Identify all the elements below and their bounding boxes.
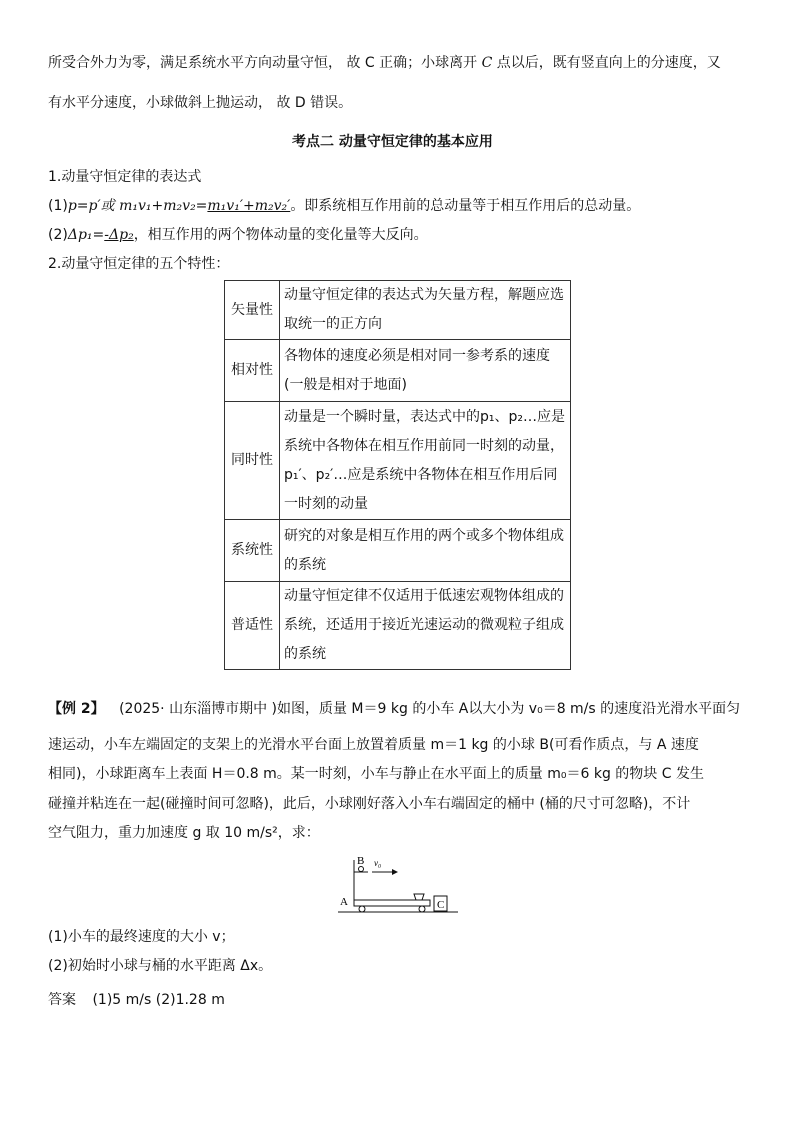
f2-blank: -Δp₂ — [104, 227, 134, 243]
table-row — [225, 402, 571, 520]
example-source: (2025· 山东淄博市期中 ) — [119, 701, 277, 717]
expr-formula-1 — [48, 195, 640, 215]
question-1: (1)小车的最终速度的大小 v； — [48, 929, 235, 945]
expr-heading: 1.动量守恒定律的表达式 — [48, 169, 202, 185]
answer-label: 答案 — [48, 992, 76, 1008]
table-row — [225, 520, 571, 582]
question-2: (2)初始时小球与桶的水平距离 Δx。 — [48, 958, 273, 974]
velocity-arrowhead — [392, 869, 398, 875]
example-line-1 — [48, 698, 740, 718]
f2-prefix: (2) — [48, 227, 68, 243]
prop-desc: 各物体的速度必须是相对同一参考系的速度(一般是相对于地面) — [280, 340, 571, 402]
prev-line-1-b: 点以后，既有竖直向上的分速度，又 — [496, 55, 721, 71]
f1-text: 。即系统相互作用前的总动量等于相互作用后的总动量。 — [290, 198, 641, 214]
cart-body — [354, 900, 430, 906]
table-row — [225, 582, 571, 670]
example-line-2: 速运动，小车左端固定的支架上的光滑水平台面上放置着质量 m＝1 kg 的小球 B(可看作质点，与 A 速度 — [48, 737, 699, 753]
example-text-1: 如图，质量 M＝9 kg 的小车 A以大小为 v₀＝8 m/s 的速度沿光滑水平面匀 — [276, 701, 741, 717]
prop-desc: 动量守恒定律的表达式为矢量方程，解题应选取统一的正方向 — [280, 281, 571, 340]
example-label: 【例 2】 — [48, 701, 105, 717]
section-title: 考点二 动量守恒定律的基本应用 — [292, 134, 493, 150]
label-b: B — [357, 855, 365, 867]
f1-prefix: (1) — [48, 198, 68, 214]
prop-desc: 动量守恒定律不仅适用于低速宏观物体组成的系统，还适用于接近光速运动的微观粒子组成的系统 — [280, 582, 571, 670]
answer-value: (1)5 m/s (2)1.28 m — [92, 992, 225, 1008]
ball-b — [359, 867, 364, 872]
prop-name: 矢量性 — [225, 281, 280, 340]
f2-formula: Δp₁= — [67, 227, 105, 243]
prop-desc: 研究的对象是相互作用的两个或多个物体组成的系统 — [280, 520, 571, 582]
wheel-right — [419, 906, 425, 912]
properties-table — [224, 280, 571, 670]
label-v0: v₀ — [374, 858, 382, 868]
answer-line — [48, 989, 225, 1009]
example-line-4: 碰撞并粘连在一起(碰撞时间可忽略)，此后，小球刚好落入小车右端固定的桶中 (桶的尺寸可忽略)，不计 — [48, 796, 691, 812]
example-line-5: 空气阻力，重力加速度 g 取 10 m/s²，求： — [48, 825, 320, 841]
prop-name: 系统性 — [225, 520, 280, 582]
table-row — [225, 281, 571, 340]
label-a: A — [340, 896, 348, 908]
prop-name: 相对性 — [225, 340, 280, 402]
f2-text: ，相互作用的两个物体动量的变化量等大反向。 — [133, 227, 428, 243]
cart-figure — [336, 852, 460, 916]
props-heading: 2.动量守恒定律的五个特性： — [48, 256, 230, 272]
f1-formula: p=p′或 m₁v₁+m₂v₂= — [67, 198, 208, 214]
prop-desc: 动量是一个瞬时量，表达式中的p₁、p₂…应是系统中各物体在相互作用前同一时刻的动量，p₁′、p₂′…应是系统中各物体在相互作用后同一时刻的动量 — [280, 402, 571, 520]
prev-line-1 — [48, 52, 721, 72]
prop-name: 普适性 — [225, 582, 280, 670]
point-c-label: C — [481, 55, 493, 71]
prev-line-2: 有水平分速度，小球做斜上抛运动， 故 D 错误。 — [48, 95, 353, 111]
bucket — [414, 894, 424, 900]
label-c: C — [437, 899, 445, 911]
expr-formula-2 — [48, 224, 428, 244]
prev-line-1-a: 所受合外力为零，满足系统水平方向动量守恒， 故 C 正确；小球离开 — [48, 55, 478, 71]
table-row — [225, 340, 571, 402]
wheel-left — [359, 906, 365, 912]
f1-blank: m₁v₁′+m₂v₂′ — [207, 198, 291, 214]
example-line-3: 相同)，小球距离车上表面 H＝0.8 m。某一时刻，小车与静止在水平面上的质量 m₀＝6 kg 的物块 C 发生 — [48, 766, 704, 782]
prop-name: 同时性 — [225, 402, 280, 520]
